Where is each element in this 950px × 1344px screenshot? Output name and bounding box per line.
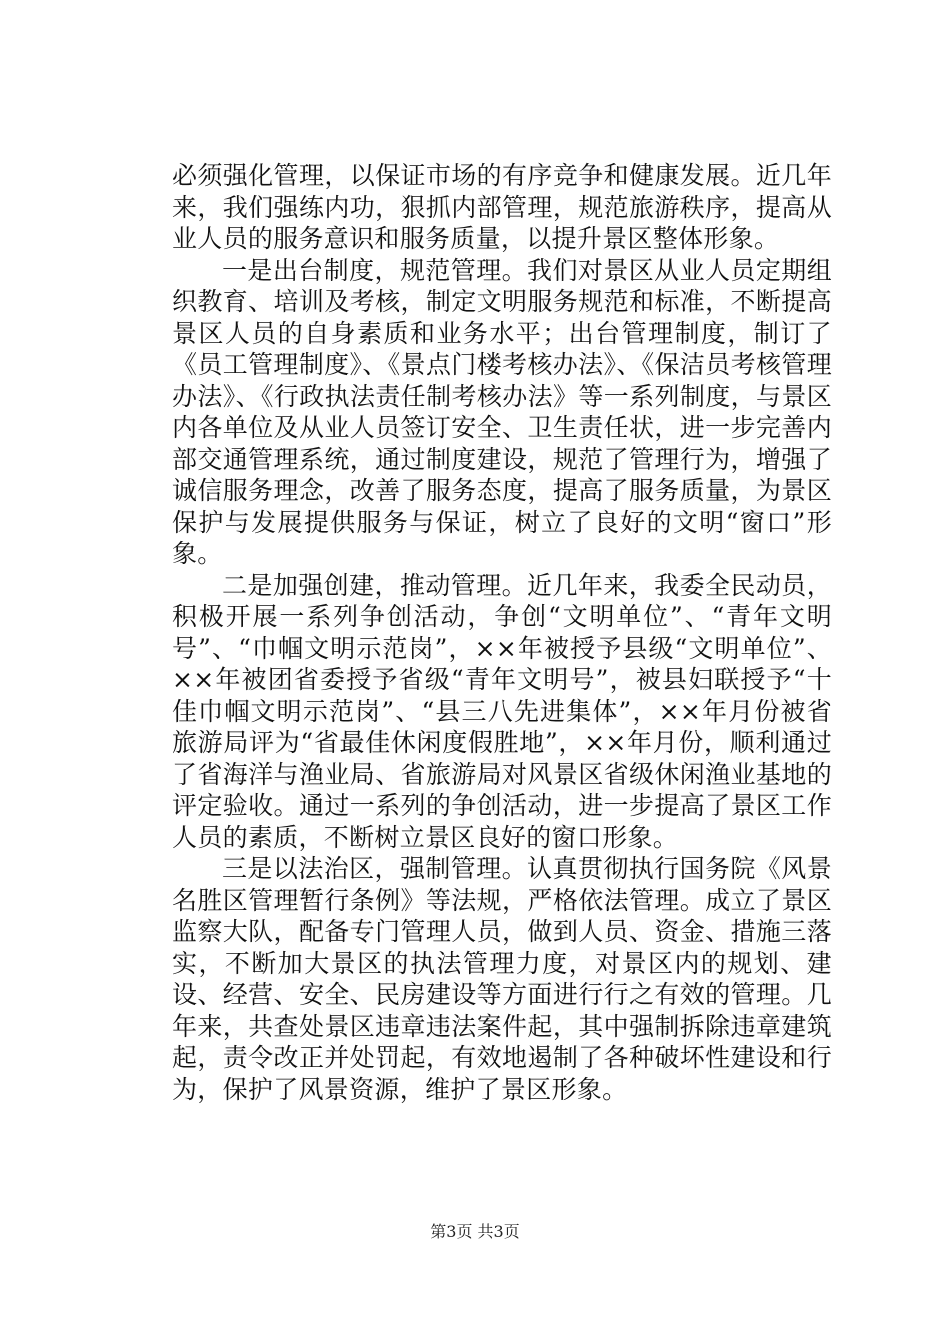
paragraph-law-enforcement: 三是以法治区，强制管理。认真贯彻执行国务院《风景名胜区管理暂行条例》等法规，严格依法管理。成立了景区监察大队，配备专门管理人员，做到人员、资金、措施三落实，不断加大景区的执法管理力度，对景区内的规划、建设、经营、安全、民房建设等方面进行行之有效的管理。几年来，共查处景区违章违法案件起，其中强制拆除违章建筑起，责令改正并处罚起，有效地遏制了各种破坏性建设和行为，保护了风景资源，维护了景区形象。 [172, 854, 832, 1104]
page-number-label: 第3页 共3页 [430, 1222, 520, 1241]
paragraph-intro: 必须强化管理，以保证市场的有序竞争和健康发展。近几年来，我们强练内功，狠抓内部管理，规范旅游秩序，提高从业人员的服务意识和服务质量，以提升景区整体形象。 [172, 161, 832, 253]
page-footer [0, 1222, 950, 1242]
document-body [172, 160, 832, 1105]
paragraph-civilization-campaign: 二是加强创建，推动管理。近几年来，我委全民动员，积极开展一系列争创活动，争创“文明单位”、“青年文明号”、“巾帼文明示范岗”，××年被授予县级“文明单位”、××年被团省委授予省级“青年文明号”，被县妇联授予“十佳巾帼文明示范岗”、“县三八先进集体”，××年月份被省旅游局评为“省最佳休闲度假胜地”，××年月份，顺利通过了省海洋与渔业局、省旅游局对风景区省级休闲渔业基地的评定验收。通过一系列的争创活动，进一步提高了景区工作人员的素质，不断树立景区良好的窗口形象。 [172, 570, 832, 852]
paragraph-system-management: 一是出台制度，规范管理。我们对景区从业人员定期组织教育、培训及考核，制定文明服务规范和标准，不断提高景区人员的自身素质和业务水平；出台管理制度，制订了《员工管理制度》、《景点门楼考核办法》、《保洁员考核管理办法》、《行政执法责任制考核办法》等一系列制度，与景区内各单位及从业人员签订安全、卫生责任状，进一步完善内部交通管理系统，通过制度建设，规范了管理行为，增强了诚信服务理念，改善了服务态度，提高了服务质量，为景区保护与发展提供服务与保证，树立了良好的文明“窗口”形象。 [172, 255, 832, 568]
